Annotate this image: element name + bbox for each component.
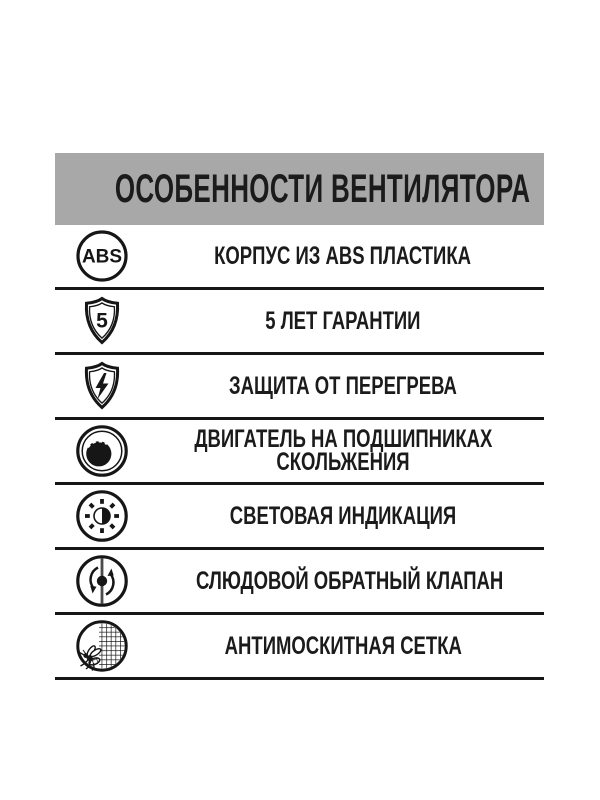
- feature-label: ЗАЩИТА ОТ ПЕРЕГРЕВА: [229, 371, 457, 400]
- feature-label-line2: СКОЛЬЖЕНИЯ: [276, 448, 410, 476]
- feature-row-mosquito-net: [55, 615, 544, 680]
- lightning-bolt-glyph: [96, 373, 109, 399]
- page-title: ОСОБЕННОСТИ ВЕНТИЛЯТОРА: [114, 166, 531, 211]
- feature-label-wrap: [130, 425, 545, 476]
- header-bar: [55, 153, 544, 225]
- content-column: [55, 153, 544, 680]
- feature-label: СЛЮДОВОЙ ОБРАТНЫЙ КЛАПАН: [195, 566, 504, 595]
- light-indication-icon: [74, 488, 130, 544]
- feature-row-bearing: [55, 420, 544, 485]
- feature-label-wrap: [130, 501, 544, 530]
- abs-plastic-icon: [74, 228, 130, 284]
- feature-row-light: [55, 485, 544, 550]
- feature-row-overheat: [55, 355, 544, 420]
- feature-row-abs-plastic: [55, 225, 544, 290]
- feature-label-wrap: [130, 631, 544, 660]
- feature-label-wrap: [130, 566, 557, 595]
- abs-icon-text: ABS: [81, 246, 123, 268]
- feature-row-warranty: [55, 290, 544, 355]
- shield-number-text: 5: [96, 309, 108, 333]
- feature-row-check-valve: [55, 550, 544, 615]
- feature-label: КОРПУС ИЗ ABS ПЛАСТИКА: [214, 241, 472, 270]
- feature-label-wrap: [130, 306, 544, 335]
- mosquito-net-icon: [74, 618, 130, 674]
- feature-label: СВЕТОВАЯ ИНДИКАЦИЯ: [229, 501, 457, 530]
- feature-label: 5 ЛЕТ ГАРАНТИИ: [265, 306, 421, 335]
- feature-label-wrap: [130, 241, 544, 270]
- sliding-bearing-icon: [74, 423, 130, 479]
- feature-label-wrap: [130, 371, 544, 400]
- feature-label-line1: ДВИГАТЕЛЬ НА ПОДШИПНИКАХ: [194, 425, 493, 453]
- feature-label: АНТИМОСКИТНАЯ СЕТКА: [224, 631, 462, 660]
- shield-lightning-icon: [74, 358, 130, 414]
- shield-5-years-icon: [74, 293, 130, 349]
- check-valve-icon: [74, 553, 130, 609]
